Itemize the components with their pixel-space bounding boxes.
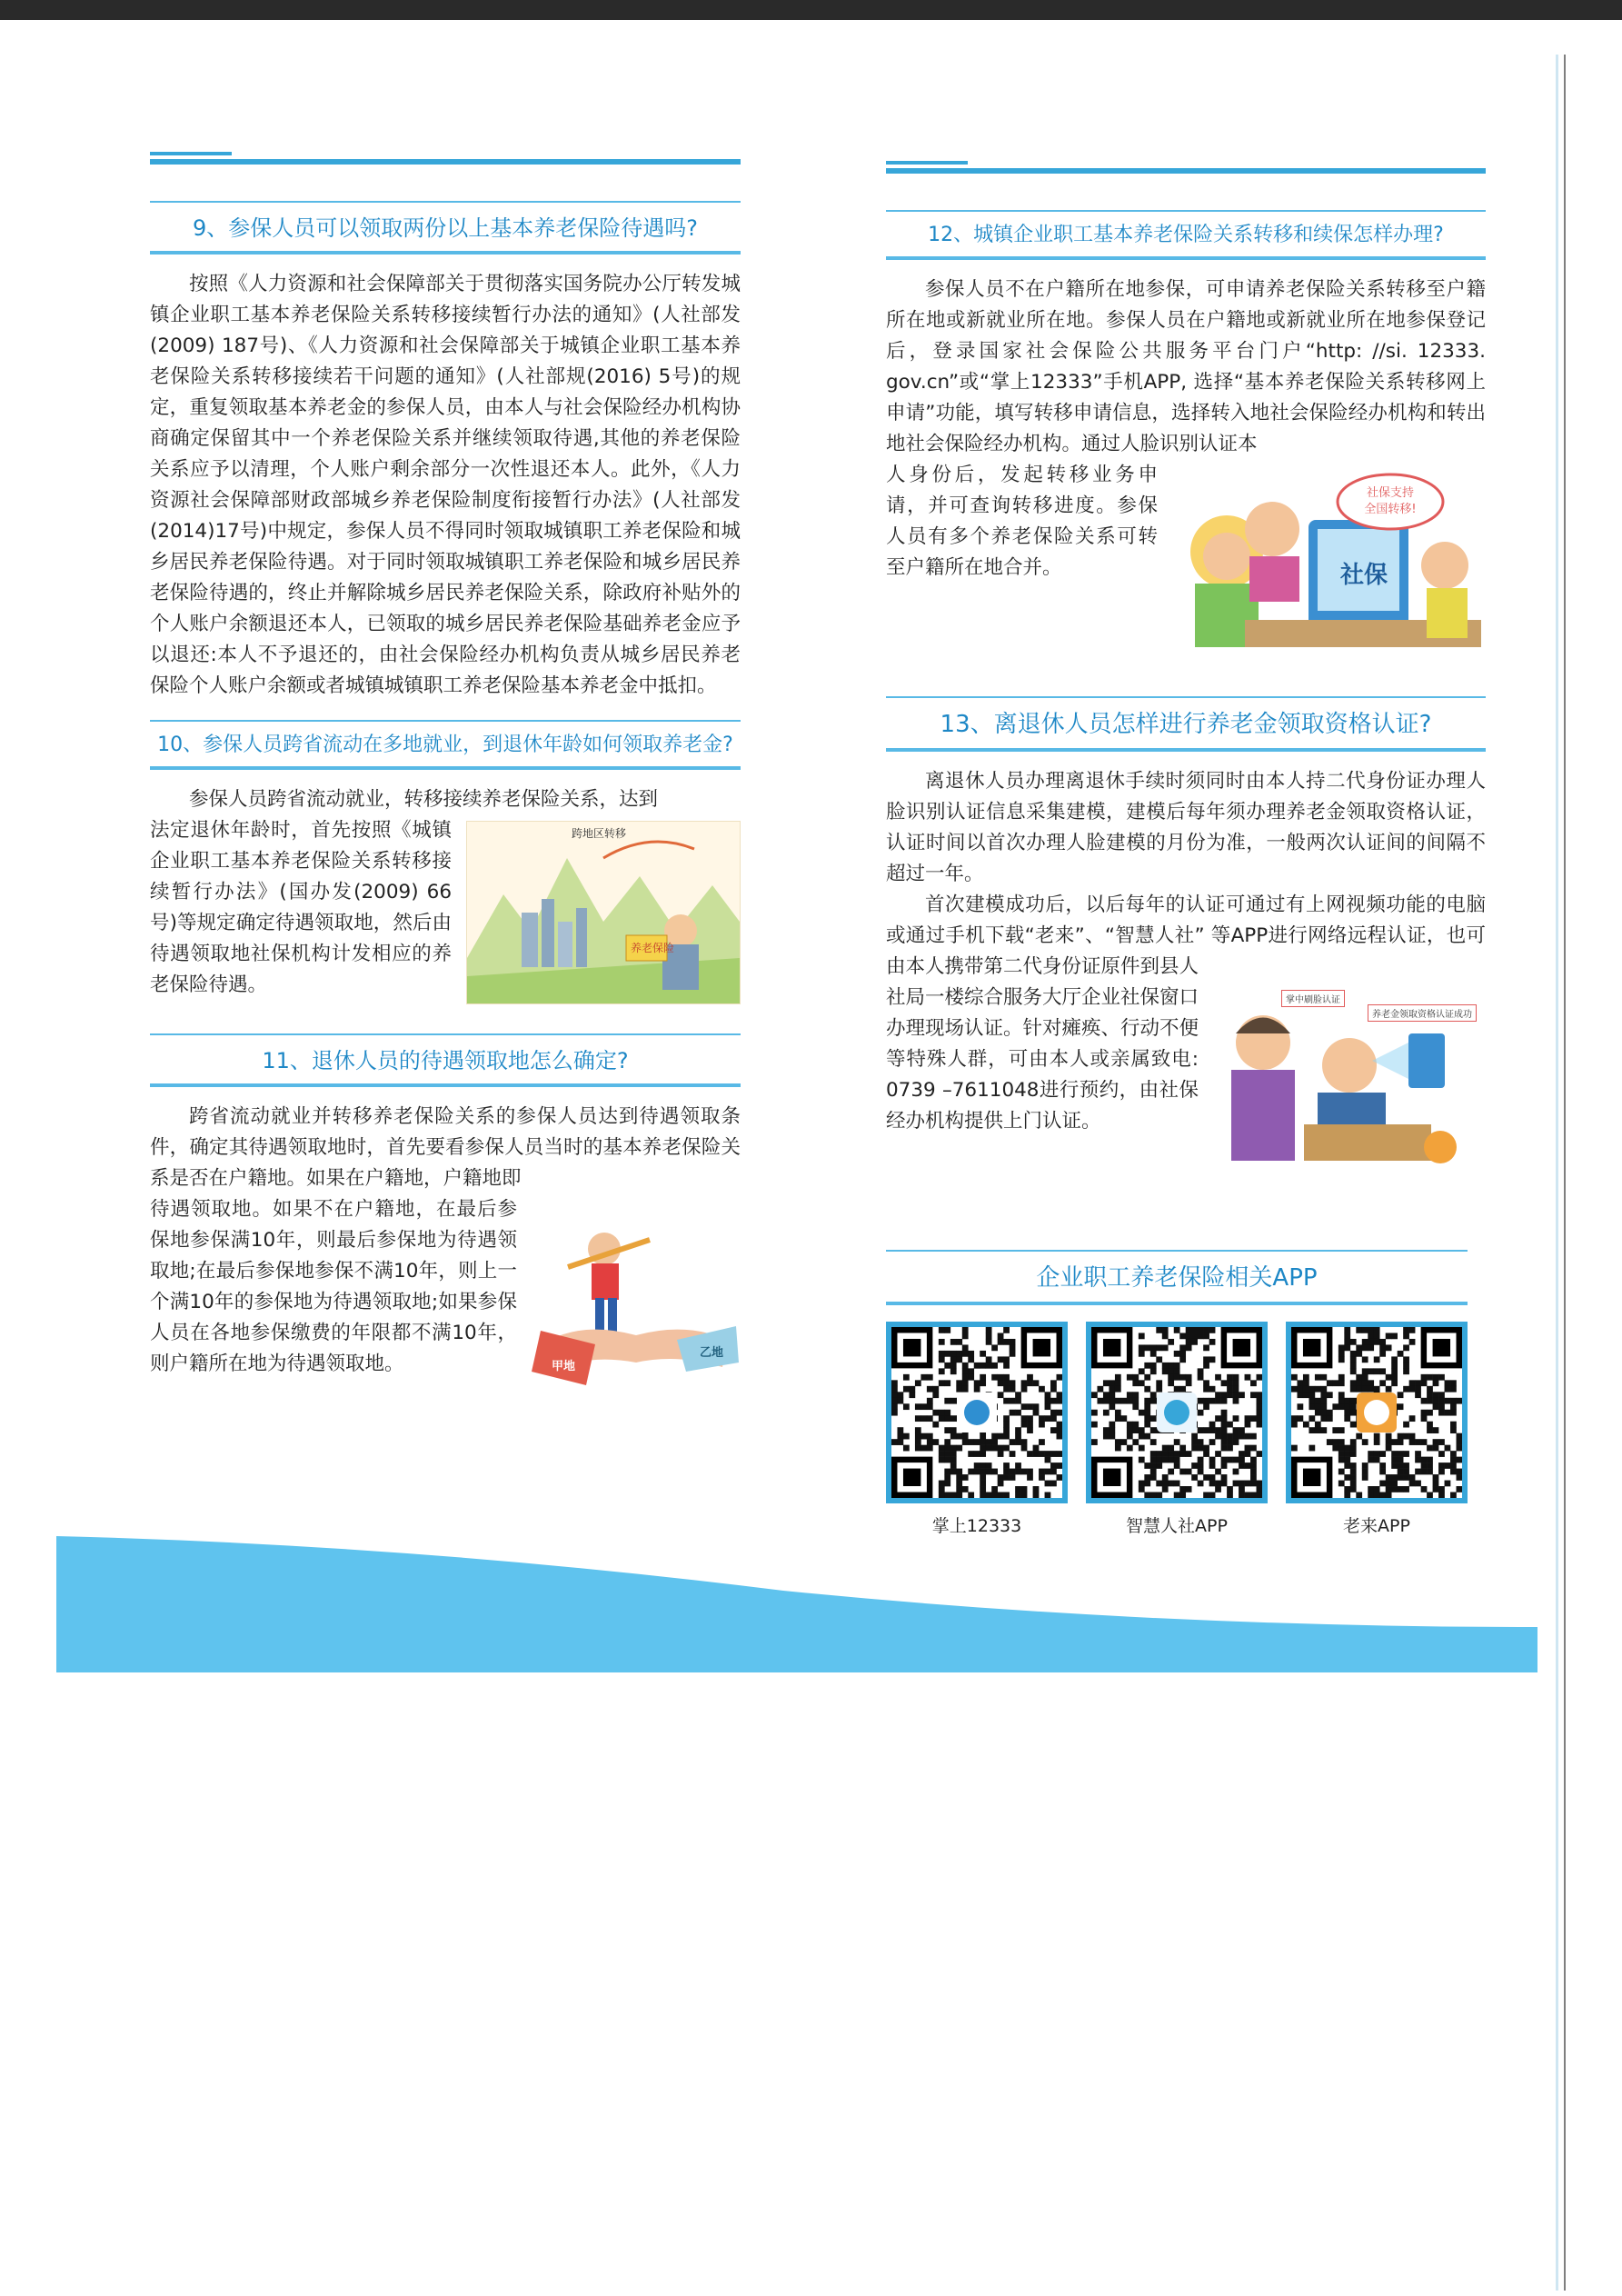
q13-bubble-a: 掌中刷脸认证 [1281,990,1345,1007]
q12-text-first: 参保人员不在户籍所在地参保，可申请养老保险关系转移至户籍所在地或新就业所在地。参保人员在户籍地或新就业所在地参保登记后，登录国家社会保险公共服务平台门户“http: //si. 12333. gov.cn”或“掌上12333”手机APP, 选择“基本养老保险关系转移网上申请”功能，填写转移申请信息，选择转入地社会保险经办机构和转出地社会保险经办机构。通过人脸识别认证本 [886,278,1486,455]
q12-speech-bubble: 社保支持 全国转移! [1364,486,1417,516]
qr-label: 老来APP [1343,1516,1410,1536]
q10-body [150,784,741,1010]
q12-office-illustration [1172,465,1486,656]
q11-text-wrap: 待遇领取地。如果不在户籍地，在最后参保地参保满10年，则最后参保地为待遇领取地;在最后参保地参保不满10年，则上一个满10年的参保地为待遇领取地;如果参保人员在各地参保缴费的年限都不满10年，则户籍所在地为待遇领取地。 [150,1198,517,1375]
mountain-city-illustration [467,822,740,1003]
scan-right-edge [1556,55,1558,2291]
q11-illus-label-a: 甲地 [552,1360,576,1373]
q12-text-wrap: 人身份后，发起转移业务申请，并可查询转移进度。参保人员有多个养老保险关系可转至户籍所在地合并。 [886,464,1158,579]
q12-heading: 12、城镇企业职工基本养老保险关系转移和续保怎样办理? [886,210,1486,260]
right-top-rule [886,168,1486,174]
qr-item-12333[interactable] [886,1322,1068,1537]
runner-handshake-illustration [532,1213,741,1403]
q13-body [886,766,1486,1175]
q11-body [150,1102,741,1409]
apps-title: 企业职工养老保险相关APP [886,1250,1468,1305]
q10-illus-caption: 跨地区转移 [572,827,627,840]
qr-code[interactable] [1086,1322,1268,1503]
q11-handshake-illustration [532,1213,741,1403]
left-top-rule [150,159,741,165]
people-computer-illustration [1172,465,1486,656]
q12-screen-text: 社保 [1340,562,1388,589]
q10-heading: 10、参保人员跨省流动在多地就业，到退休年龄如何领取养老金? [150,720,741,770]
scan-right-border [1564,55,1566,2291]
right-column [886,168,1486,1175]
q11-text-first: 跨省流动就业并转移养老保险关系的参保人员达到待遇领取条件，确定其待遇领取地时，首先要看参保人员当时的基本养老保险关系是否在户籍地。如果在户籍地，户籍地即 [150,1105,741,1190]
qr-code-row [886,1322,1468,1537]
q10-text-first: 参保人员跨省流动就业，转移接续养老保险关系，达到 [189,788,659,811]
q13-text-p2-wrap: 社局一楼综合服务大厅企业社保窗口办理现场认证。针对瘫痪、行动不便等特殊人群，可由本人或亲属致电: 0739 –7611048进行预约，由社保经办机构提供上门认证。 [886,986,1199,1133]
qr-code[interactable] [886,1322,1068,1503]
bottom-blue-band [56,1536,1537,1672]
q13-text-p1: 离退休人员办理离退休手续时须同时由本人持二代身份证办理人脸识别认证信息采集建模，建模后每年须办理养老金领取资格认证，认证时间以首次办理人脸建模的月份为准，一般两次认证间的间隔不超过一年。 [886,770,1486,885]
qr-code-zhihui-icon [1091,1327,1262,1498]
scan-top-edge [0,0,1622,20]
q13-face-auth-illustration [1213,988,1486,1170]
q13-text-p2-first: 首次建模成功后，以后每年的认证可通过有上网视频功能的电脑或通过手机下载“老来”、“智慧人社” 等APP进行网络远程认证，也可由本人携带第二代身份证原件到县人 [886,893,1486,978]
q10-text-wrap: 法定退休年龄时，首先按照《城镇企业职工基本养老保险关系转移接续暂行办法》(国办发(2009) 66号)等规定确定待遇领取地，然后由待遇领取地社保机构计发相应的养老保险待遇。 [150,819,452,996]
q13-heading: 13、离退休人员怎样进行养老金领取资格认证? [886,696,1486,752]
qr-item-zhihui[interactable] [1086,1322,1268,1537]
q12-body [886,275,1486,662]
q13-bubble-b: 养老金领取资格认证成功 [1368,1004,1477,1022]
q11-illus-label-b: 乙地 [700,1346,724,1360]
q11-heading: 11、退休人员的待遇领取地怎么确定? [150,1033,741,1087]
qr-code-laolai-icon [1291,1327,1462,1498]
q10-illus-sign: 养老保险 [631,942,675,954]
left-column [150,159,741,1409]
qr-code[interactable] [1286,1322,1468,1503]
q10-transfer-illustration [466,821,741,1004]
q9-text: 按照《人力资源和社会保障部关于贯彻落实国务院办公厅转发城镇企业职工基本养老保险关系转移接续暂行办法的通知》(人社部发(2009) 187号)、《人力资源和社会保障部关于城镇企业职工基本养老保险关系转移接续若干问题的通知》(人社部规(2016) 5号)的规定，重复领取基本养老金的参保人员，由本人与社会保险经办机构协商确定保留其中一个养老保险关系并继续领取待遇,其他的养老保险关系应予以清理，个人账户剩余部分一次性退还本人。此外，《人力资源社会保障部财政部城乡养老保险制度衔接暂行办法》(人社部发(2014)17号)中规定，参保人员不得同时领取城镇职工养老保险和城乡居民养老保险待遇。对于同时领取城镇职工养老保险和城乡居民养老保险待遇的，终止并解除城乡居民养老保险关系，除政府补贴外的个人账户余额退还本人，已领取的城乡居民养老保险基础养老金应予以退还:本人不予退还的，由社会保险经办机构负责从城乡居民养老保险个人账户余额或者城镇城镇职工养老保险基本养老金中抵扣。 [150,273,741,697]
q9-heading: 9、参保人员可以领取两份以上基本养老保险待遇吗? [150,201,741,255]
apps-section [886,1250,1468,1537]
qr-label: 掌上12333 [931,1516,1022,1536]
qr-code-12333-icon [891,1327,1062,1498]
qr-label: 智慧人社APP [1126,1516,1228,1536]
qr-item-laolai[interactable] [1286,1322,1468,1537]
